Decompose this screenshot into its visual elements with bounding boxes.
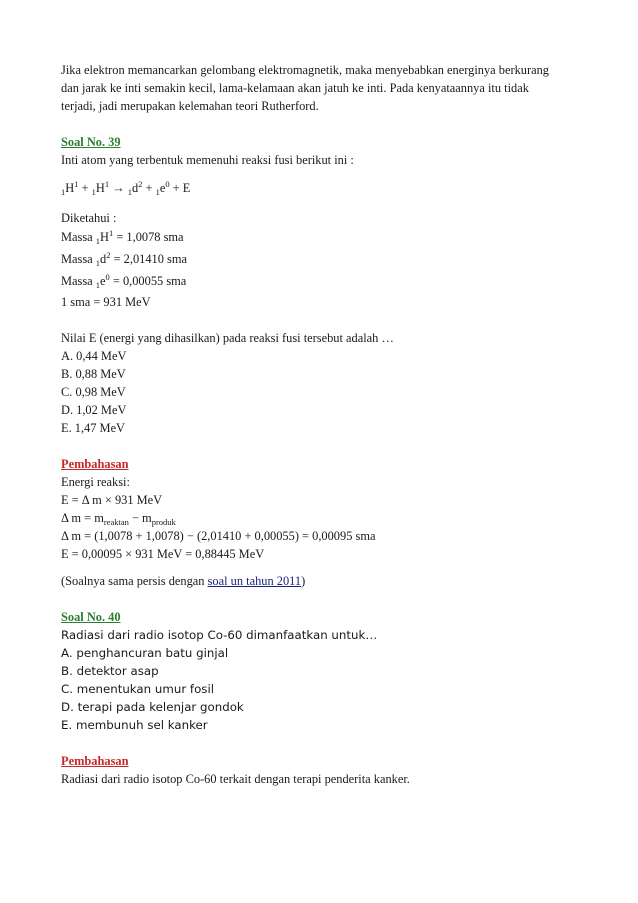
answer-option: A. penghancuran batu ginjal bbox=[61, 646, 229, 660]
answer-option: B. detektor asap bbox=[61, 664, 159, 678]
answer-option: A. 0,44 MeV bbox=[61, 349, 127, 363]
solution-39-note: (Soalnya sama persis dengan soal un tahun 2011) bbox=[61, 574, 306, 588]
answer-option: E. membunuh sel kanker bbox=[61, 718, 208, 732]
document-page bbox=[61, 61, 581, 788]
un-2011-link[interactable]: soal un tahun 2011 bbox=[207, 574, 302, 588]
answer-option: D. terapi pada kelenjar gondok bbox=[61, 700, 244, 714]
solution-39-title: Pembahasan bbox=[61, 457, 129, 471]
question-39-prompt: Nilai E (energi yang dihasilkan) pada reaksi fusi tersebut adalah … bbox=[61, 331, 394, 345]
answer-option: E. 1,47 MeV bbox=[61, 421, 126, 435]
intro-line: dan jarak ke inti semakin kecil, lama-kelamaan akan jatuh ke inti. Pada kenyataannya itu tidak bbox=[61, 81, 529, 95]
solution-40-title: Pembahasan bbox=[61, 754, 129, 768]
mass-e-line: Massa $_1e^0 = 0,00055$ sma bbox=[61, 272, 187, 290]
intro-line: Jika elektron memancarkan gelombang elektromagnetik, maka menyebabkan energinya berkurang bbox=[61, 63, 549, 77]
question-39-text: Inti atom yang terbentuk memenuhi reaksi fusi berikut ini : bbox=[61, 153, 354, 167]
intro-paragraph bbox=[61, 61, 581, 115]
answer-option: B. 0,88 MeV bbox=[61, 367, 126, 381]
question-40-text: Radiasi dari radio isotop Co-60 dimanfaatkan untuk… bbox=[61, 628, 378, 642]
solution-39-line: Energi reaksi: bbox=[61, 475, 130, 489]
question-39-title: Soal No. 39 bbox=[61, 135, 121, 149]
solution-39-mass-defect: Δ $m = m_{reaktan} - m_{produk}$ bbox=[61, 511, 176, 527]
solution-39-line: E = Δ m × 931 MeV bbox=[61, 493, 163, 507]
mass-h-line: Massa $_1H^1 = 1,0078$ sma bbox=[61, 228, 184, 246]
answer-option: D. 1,02 MeV bbox=[61, 403, 127, 417]
intro-line: terjadi, jadi merupakan kelemahan teori Rutherford. bbox=[61, 99, 319, 113]
answer-option: C. 0,98 MeV bbox=[61, 385, 126, 399]
question-39-options bbox=[61, 347, 581, 437]
fusion-reaction-equation: $_1H^1 + _1H^1 \to _1d^2 + _1e^0 + E$ bbox=[61, 179, 191, 197]
question-40-options bbox=[61, 644, 581, 734]
solution-39-line: E = 0,00095 × 931 MeV = 0,88445 MeV bbox=[61, 547, 265, 561]
known-label: Diketahui : bbox=[61, 211, 117, 225]
question-40-title: Soal No. 40 bbox=[61, 610, 121, 624]
sma-conversion: 1 sma = 931 MeV bbox=[61, 295, 151, 309]
mass-d-line: Massa $_1d^2 = 2,01410$ sma bbox=[61, 250, 187, 268]
solution-39-line: Δ m = (1,0078 + 1,0078) − (2,01410 + 0,00055) = 0,00095 sma bbox=[61, 529, 376, 543]
solution-40-text: Radiasi dari radio isotop Co-60 terkait dengan terapi penderita kanker. bbox=[61, 772, 410, 786]
answer-option: C. menentukan umur fosil bbox=[61, 682, 214, 696]
